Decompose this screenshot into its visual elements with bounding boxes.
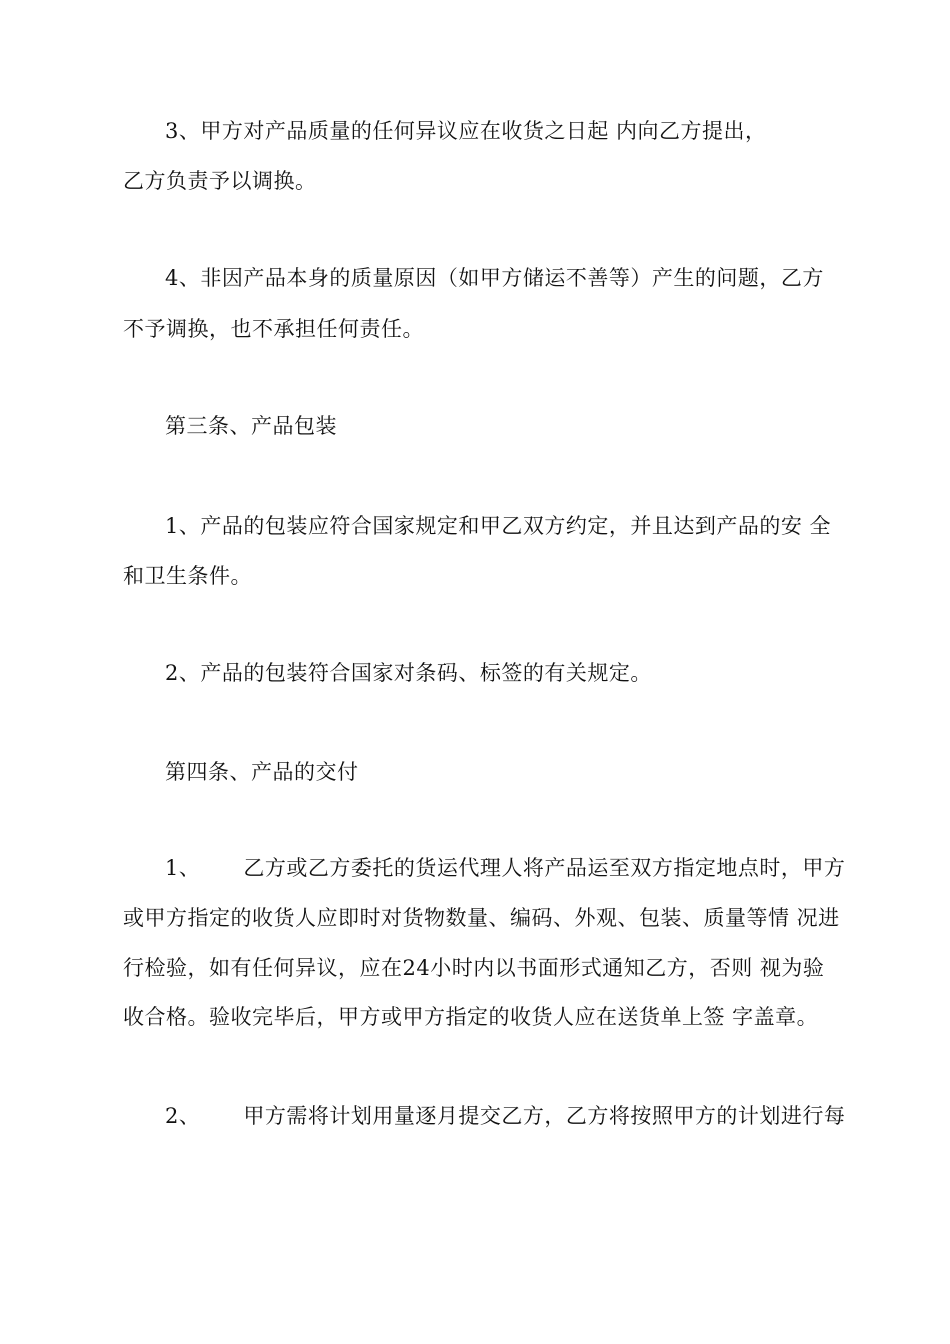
- clause-4-line-1: 4、非因产品本身的质量原因（如甲方储运不善等）产生的问题，乙方: [165, 266, 824, 290]
- clause-3-line-2: 乙方负责予以调换。: [123, 169, 317, 193]
- article-3-heading: 第三条、产品包装: [165, 414, 337, 438]
- clause-4-line-2: 不予调换，也不承担任何责任。: [123, 317, 424, 341]
- clause-3-line-1: 3、甲方对产品质量的任何异议应在收货之日起 内向乙方提出，: [165, 119, 767, 143]
- packaging-clause-1-line-2: 和卫生条件。: [123, 564, 252, 588]
- delivery-clause-1-line-2: 或甲方指定的收货人应即时对货物数量、编码、外观、包装、质量等情 况进: [123, 906, 840, 930]
- packaging-clause-1-line-1: 1、产品的包装应符合国家规定和甲乙双方约定，并且达到产品的安 全: [165, 514, 832, 538]
- packaging-clause-2: 2、产品的包装符合国家对条码、标签的有关规定。: [165, 661, 652, 685]
- delivery-clause-2-line-1: 2、 甲方需将计划用量逐月提交乙方，乙方将按照甲方的计划进行每: [165, 1104, 846, 1128]
- article-4-heading: 第四条、产品的交付: [165, 760, 359, 784]
- delivery-clause-1-line-1: 1、 乙方或乙方委托的货运代理人将产品运至双方指定地点时，甲方: [165, 856, 846, 880]
- delivery-clause-1-line-3: 行检验，如有任何异议，应在24小时内以书面形式通知乙方，否则 视为验: [123, 956, 825, 980]
- delivery-clause-1-line-4: 收合格。验收完毕后，甲方或甲方指定的收货人应在送货单上签 字盖章。: [123, 1005, 819, 1029]
